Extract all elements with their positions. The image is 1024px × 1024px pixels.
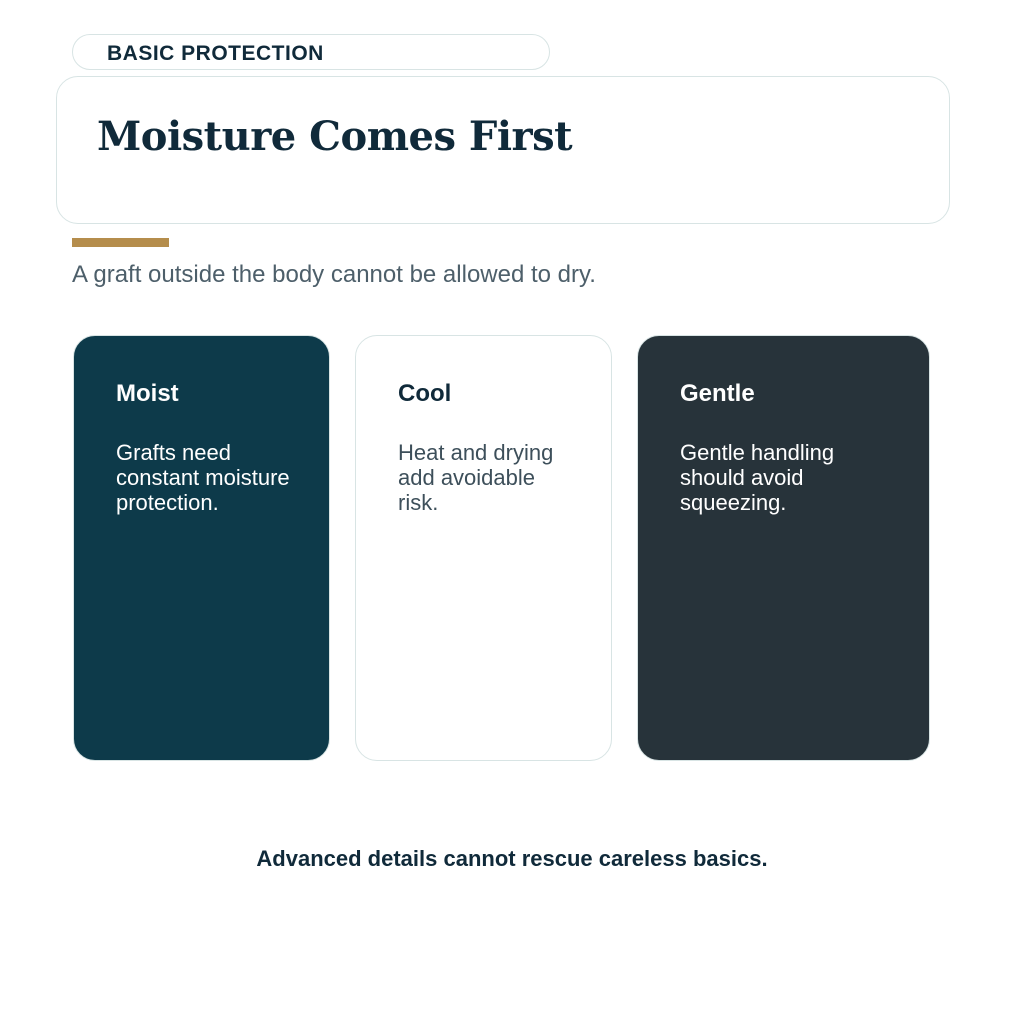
card-title: Cool — [398, 380, 452, 407]
footer-note: Advanced details cannot rescue careless basics. — [256, 846, 768, 871]
section-badge — [72, 34, 550, 70]
title-panel — [56, 76, 950, 224]
card-body: Gentle handling should avoid squeezing. — [680, 440, 835, 515]
page-title: Moisture Comes First — [97, 113, 573, 160]
accent-divider — [72, 238, 169, 247]
card-moist — [73, 335, 330, 761]
page-subtitle: A graft outside the body cannot be allowed to dry. — [72, 261, 596, 288]
section-badge-label: BASIC PROTECTION — [107, 42, 324, 65]
card-gentle — [637, 335, 930, 761]
card-body: Grafts need constant moisture protection. — [116, 440, 290, 515]
card-title: Gentle — [680, 380, 755, 407]
card-body: Heat and drying add avoidable risk. — [398, 440, 554, 515]
card-cool — [355, 335, 612, 761]
card-title: Moist — [116, 380, 179, 407]
